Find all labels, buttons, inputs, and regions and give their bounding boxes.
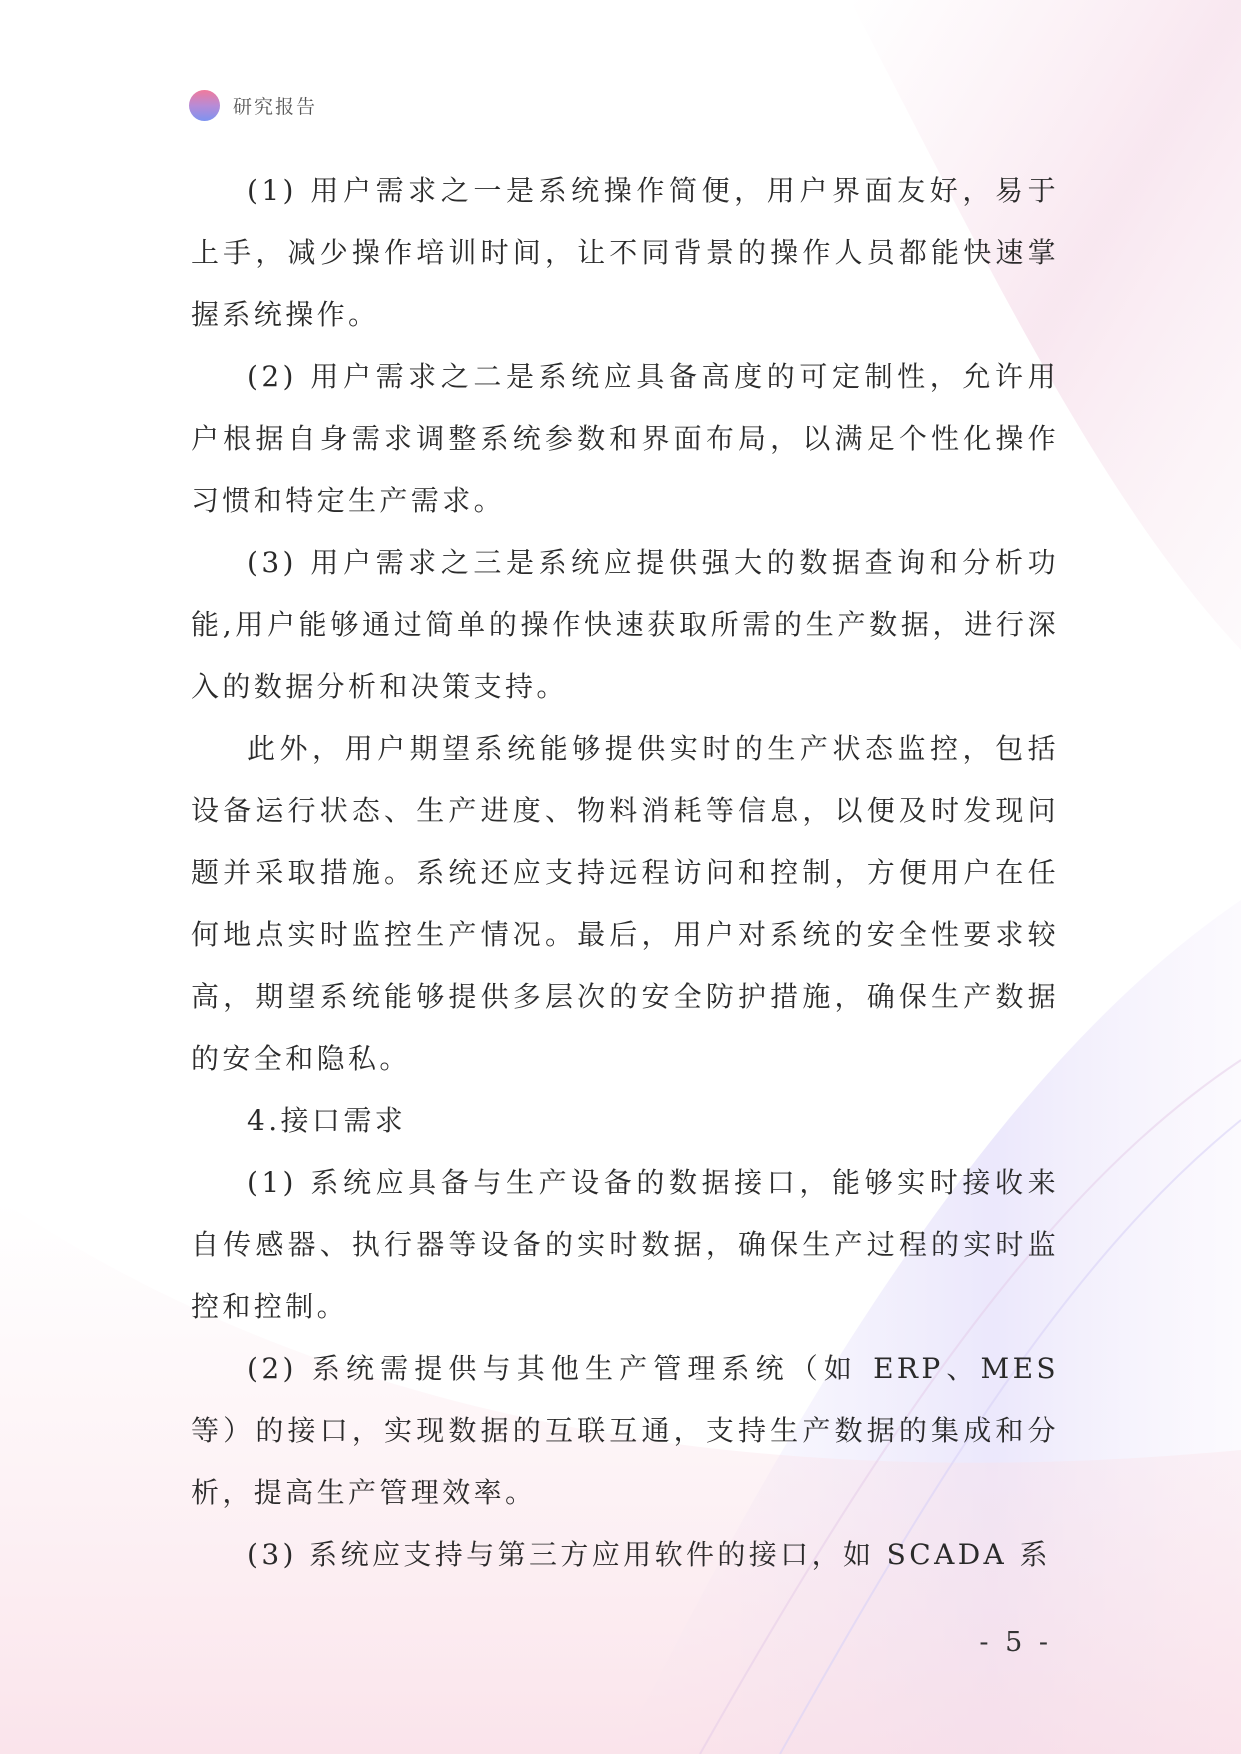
document-body (191, 160, 1059, 1586)
paragraph: (3) 系统应支持与第三方应用软件的接口，如 SCADA 系 (247, 1538, 1051, 1571)
paragraph: (3) 用户需求之三是系统应提供强大的数据查询和分析功能,用户能够通过简单的操作快速获取所需的生产数据，进行深入的数据分析和决策支持。 (191, 546, 1059, 703)
page-header (189, 88, 317, 122)
paragraph: (1) 用户需求之一是系统操作简便，用户界面友好，易于上手，减少操作培训时间，让不同背景的操作人员都能快速掌握系统操作。 (191, 174, 1059, 331)
header-title: 研究报告 (233, 95, 318, 118)
paragraph: (1) 系统应具备与生产设备的数据接口，能够实时接收来自传感器、执行器等设备的实时数据，确保生产过程的实时监控和控制。 (191, 1166, 1059, 1323)
section-heading: 4.接口需求 (247, 1104, 407, 1137)
paragraph: (2) 用户需求之二是系统应具备高度的可定制性，允许用户根据自身需求调整系统参数和界面布局，以满足个性化操作习惯和特定生产需求。 (191, 360, 1059, 517)
paragraph: (2) 系统需提供与其他生产管理系统（如 ERP、MES 等）的接口，实现数据的互联互通，支持生产数据的集成和分析，提高生产管理效率。 (191, 1352, 1059, 1509)
page-number: - 5 - (979, 1627, 1052, 1658)
logo-circle-icon (189, 90, 220, 121)
paragraph: 此外，用户期望系统能够提供实时的生产状态监控，包括设备运行状态、生产进度、物料消耗等信息，以便及时发现问题并采取措施。系统还应支持远程访问和控制，方便用户在任何地点实时监控生产情况。最后，用户对系统的安全性要求较高，期望系统能够提供多层次的安全防护措施，确保生产数据的安全和隐私。 (191, 732, 1059, 1075)
